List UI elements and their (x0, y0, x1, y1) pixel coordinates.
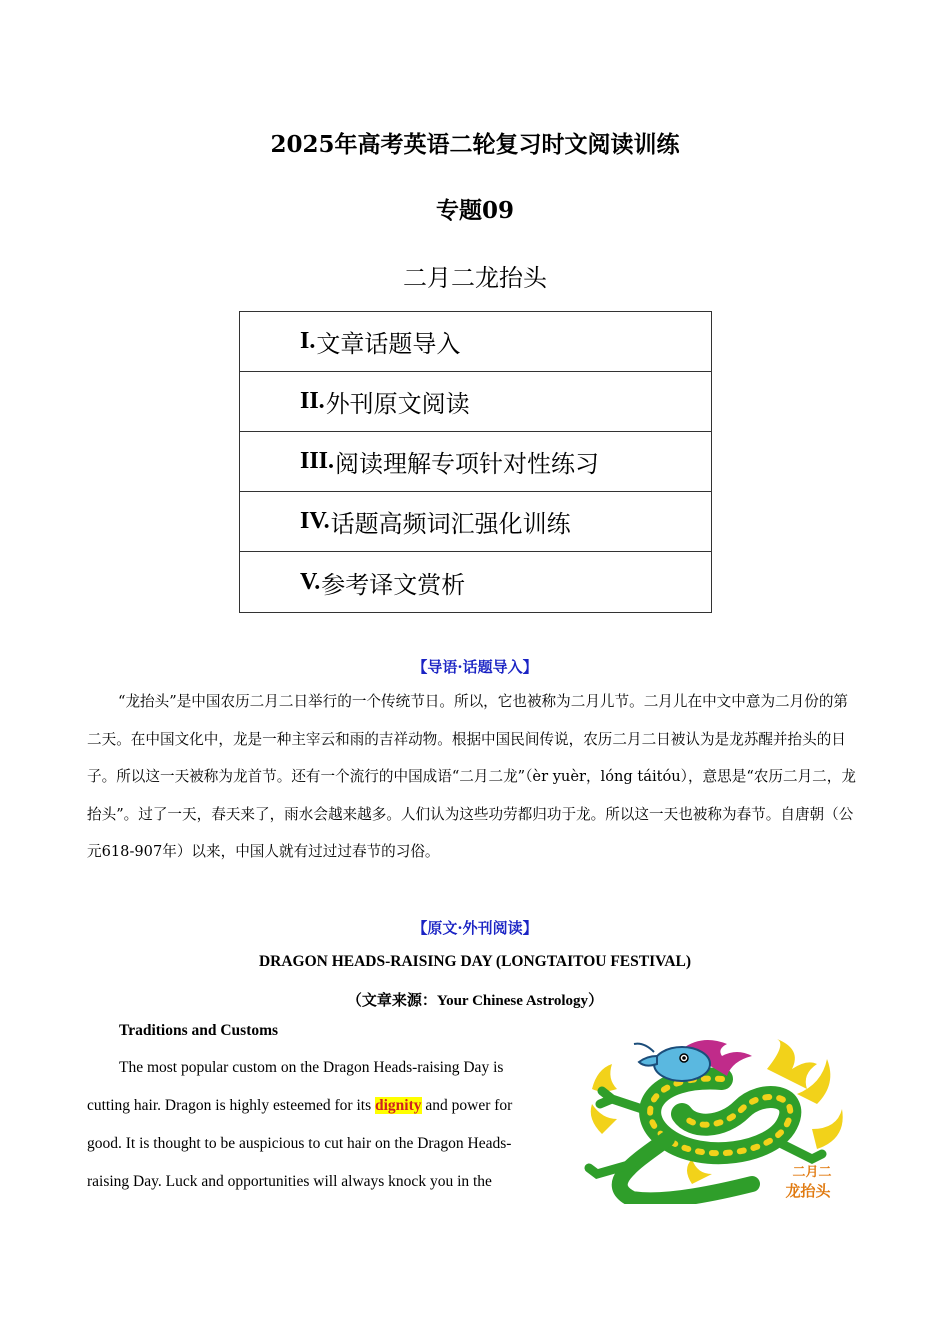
toc-item-label: 文章话题导入 (316, 330, 461, 358)
intro-paragraph (87, 683, 859, 871)
article-paragraph (87, 1049, 549, 1201)
illustration-caption-1: 二月二 (792, 1165, 832, 1180)
intro-heading: 【导语·话题导入】 (412, 658, 538, 676)
dragon-icon (572, 1034, 848, 1204)
toc-item-label: 阅读理解专项针对性练习 (335, 450, 600, 478)
topic-title: 二月二龙抬头 (403, 264, 547, 292)
toc-item-2[interactable] (240, 372, 711, 432)
paragraph-text-before: The most popular custom on the Dragon Heads-raising Day is cutting hair. Dragon is highly esteemed for its (87, 1059, 504, 1114)
toc-item-3[interactable] (240, 432, 711, 492)
highlighted-vocabulary[interactable]: dignity (374, 1097, 422, 1114)
document-title: 2025年高考英语二轮复习时文阅读训练 (270, 131, 680, 158)
original-heading: 【原文·外刊阅读】 (412, 919, 538, 937)
illustration-caption-2: 龙抬头 (785, 1182, 831, 1200)
toc-item-number: I. (300, 328, 316, 354)
article-source (0, 989, 950, 1010)
intro-text: “龙抬头”是中国农历二月二日举行的一个传统节日。所以，它也被称为二月儿节。二月儿在中文中意为二月份的第二天。在中国文化中，龙是一种主宰云和雨的吉祥动物。根据中国民间传说，农历二月二日被认为是龙苏醒并抬头的日子。所以这一天被称为龙首节。还有一个流行的中国成语“二月二龙”（èr yuèr，lóng táitóu），意思是“农历二月二，龙抬头”。过了一天，春天来了，雨水会越来越多。人们认为这些功劳都归功于龙。所以这一天也被称为春节。自唐朝（公元618-907年）以来，中国人就有过过过春节的习俗。 (87, 693, 856, 860)
dragon-illustration (572, 1034, 848, 1204)
toc-item-number: IV. (300, 508, 330, 534)
toc-item-4[interactable] (240, 492, 711, 552)
toc-item-number: III. (300, 448, 335, 474)
topic-number: 专题09 (435, 197, 514, 224)
toc-item-1[interactable] (240, 312, 711, 372)
section-subheading: Traditions and Customs (119, 1022, 279, 1039)
toc-item-5[interactable] (240, 552, 711, 612)
source-suffix: ） (588, 991, 604, 1009)
toc-item-label: 外刊原文阅读 (325, 390, 470, 418)
source-prefix: （文章来源： (346, 991, 437, 1009)
table-of-contents (239, 311, 712, 613)
toc-item-number: V. (300, 568, 321, 595)
toc-item-label: 话题高频词汇强化训练 (330, 510, 571, 538)
toc-item-number: II. (300, 388, 325, 414)
toc-item-label: 参考译文赏析 (321, 570, 466, 599)
article-title: DRAGON HEADS-RAISING DAY (LONGTAITOU FESTIVAL) (258, 953, 692, 970)
paragraph-text-after: and power for good. It is thought to be auspicious to cut hair on the Dragon Heads-raising Day. Luck and opportunities will always knock you in the (87, 1097, 513, 1190)
source-name: Your Chinese Astrology (436, 993, 589, 1009)
